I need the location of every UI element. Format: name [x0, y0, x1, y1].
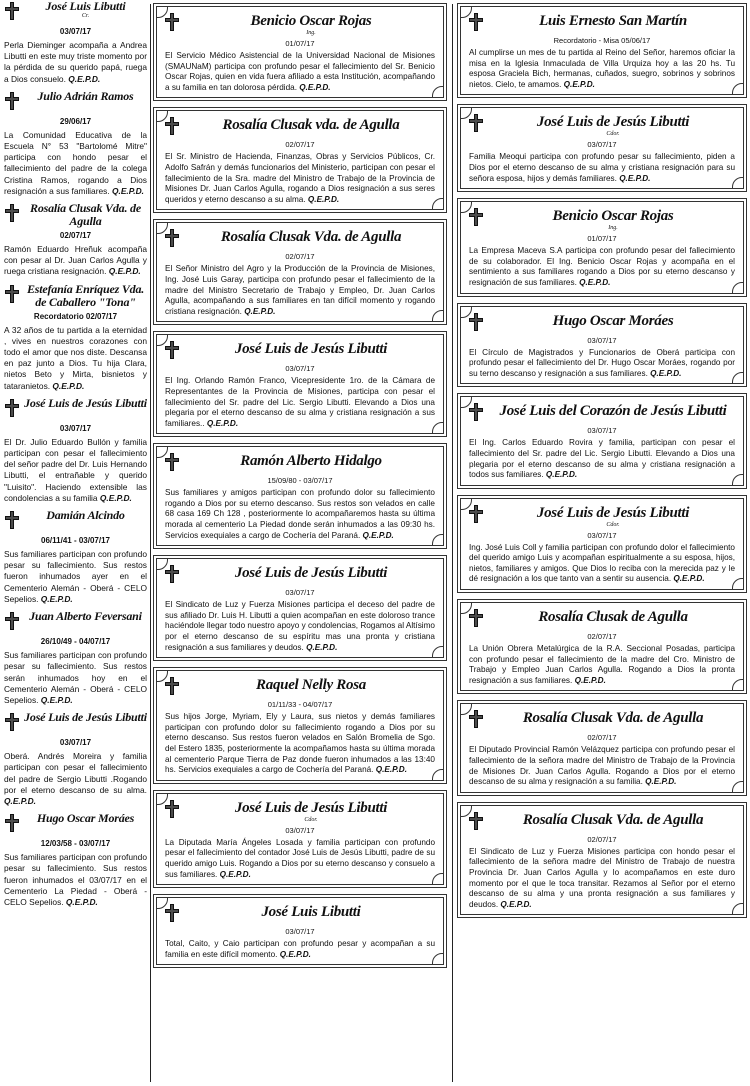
notice-date: 02/07/17 — [59, 231, 92, 241]
cross-icon — [5, 511, 19, 529]
obituary-card — [460, 6, 744, 95]
notice-text — [4, 130, 147, 197]
card-heading — [165, 116, 435, 138]
notice-text — [165, 376, 435, 429]
notice-text — [165, 712, 435, 776]
cross-icon — [165, 453, 179, 471]
notice-message: La Comunidad Educativa de la Escuela N° 53 "Bartolomé Mitre" participa con hondo pesar el fallecimiento del padre de la colega Cristina Ramos, rogando a Dios resignación a sus familiares. — [4, 129, 147, 196]
obituary-notice — [4, 812, 147, 908]
middle-column — [153, 0, 447, 1086]
qepd-label: Q.E.P.D. — [545, 470, 578, 480]
notice-text — [165, 838, 435, 880]
deceased-title: Ing. — [306, 30, 316, 36]
notice-date: 03/07/17 — [285, 364, 315, 374]
notice-date: 26/10/49 - 04/07/17 — [40, 637, 111, 647]
notice-date: 03/07/17 — [59, 27, 92, 36]
qepd-label: Q.E.P.D. — [375, 765, 407, 775]
notice-text — [4, 325, 147, 392]
deceased-title: Cr. — [81, 13, 90, 19]
cross-icon — [469, 609, 483, 627]
notice-message: Ing. José Luis Coll y familia participan con profundo dolor el fallecimiento del querido amigo Luis y acompañan espiritualmente a su esposa, hijos, nietos, familiares y amigos. Que Dios lo reciba con la merecida paz y le dé resignación a los que tanto van a sentir su ausencia. — [469, 542, 735, 584]
deceased-name: Benicio Oscar Rojas — [250, 13, 372, 29]
notice-message: El Servicio Médico Asistencial de la Universidad Nacional de Misiones (SMAUNaM) participa con profundo pesar el fallecimiento del Sr. Benicio Oscar Rojas, quien en vida fuera afiliado a esta Institución, acompañando a su familia en tan dolorosa pérdida. — [165, 51, 435, 92]
card-heading — [165, 676, 435, 698]
deceased-name: Hugo Oscar Moráes — [36, 811, 135, 826]
obituary-notice — [4, 0, 147, 85]
card-heading — [469, 608, 735, 630]
card-heading — [469, 207, 735, 232]
deceased-name: José Luis de Jesús Libutti — [24, 395, 147, 410]
qepd-label: Q.E.P.D. — [65, 896, 98, 907]
deceased-name: José Luis de Jesús Libutti — [234, 565, 388, 582]
notice-text — [4, 549, 147, 605]
qepd-label: Q.E.P.D. — [4, 795, 36, 806]
notice-text — [469, 847, 735, 911]
obituary-card — [156, 793, 444, 885]
notice-heading — [4, 202, 147, 228]
notice-date: 02/07/17 — [587, 632, 617, 642]
qepd-label: Q.E.P.D. — [40, 694, 73, 705]
deceased-name: Luis Ernesto San Martín — [539, 13, 687, 29]
notice-message: El Sr. Ministro de Hacienda, Finanzas, Obras y Servicios Públicos, Cr. Adolfo Safrán y demás funcionarios del Ministerio, participan con pesar el fallecimiento de la Sra. madre del Ministro de Trabajo de la Provincia de Misiones Dr. Juan Carlos Agulla, rogando a Dios resignación a sus seres queridos y eterno descanso a su alma. — [165, 152, 435, 204]
deceased-name: José Luis de Jesús Libutti — [536, 114, 690, 131]
qepd-label: Q.E.P.D. — [206, 418, 239, 428]
obituary-card — [156, 446, 444, 546]
notice-text — [469, 644, 735, 686]
deceased-name: José Luis de Jesús Libutti — [234, 341, 388, 358]
notice-message: Sus familiares participan con profundo pesar su fallecimiento. Sus restos fueron inhumados el 03/07/17 en el Cementerio La Piedad - Oberá - CELO Sepelios. — [4, 852, 147, 907]
deceased-name: José Luis de Jesús Libutti — [234, 799, 388, 816]
obituary-card — [460, 703, 744, 792]
deceased-name: José Luis Libutti — [45, 0, 126, 13]
cross-icon — [165, 341, 179, 359]
notice-date: 03/07/17 — [59, 423, 92, 433]
notice-heading — [4, 509, 147, 533]
notice-message: Al cumplirse un mes de tu partida al Reino del Señor, haremos oficiar la misa en la Iglesia Inmaculada de Villa Urquiza hoy a las 20 hs. Tu esposa Graciela Bich, hermanas, cuñados, suegro, sobrinos y sobrinos nietos. Cielo, te amamos. — [469, 48, 735, 89]
qepd-label: Q.E.P.D. — [299, 82, 331, 92]
obituary-card — [460, 498, 744, 590]
cross-icon — [165, 117, 179, 135]
obituary-notice — [4, 202, 147, 278]
deceased-name: Julio Adrián Ramos — [37, 88, 134, 103]
qepd-label: Q.E.P.D. — [650, 368, 682, 378]
deceased-name: Damián Alcindo — [46, 508, 125, 523]
card-heading — [165, 452, 435, 474]
notice-text — [4, 751, 147, 807]
notice-date: 02/07/17 — [285, 140, 315, 150]
deceased-name: Hugo Oscar Moráes — [552, 312, 674, 329]
notice-heading — [4, 0, 147, 24]
notice-date: 02/07/17 — [587, 733, 617, 743]
obituary-card — [460, 805, 744, 916]
qepd-label: Q.E.P.D. — [673, 574, 705, 584]
notice-text — [469, 246, 735, 288]
notice-date: 03/07/17 — [285, 825, 315, 835]
notice-date: 01/07/17 — [587, 234, 617, 244]
right-column — [457, 0, 747, 1086]
deceased-name: José Luis de Jesús Libutti — [24, 710, 147, 725]
deceased-title: Cdor. — [304, 816, 318, 823]
notice-date: 01/07/17 — [285, 39, 315, 48]
deceased-name: José Luis de Jesús Libutti — [536, 504, 690, 521]
notice-message: Familia Meoqui participa con profundo pesar su fallecimiento, piden a Dios por el eterno descanso de su alma y cristiana resignación para su señora esposa, hijos y demás familiares. — [469, 152, 735, 183]
notice-text — [165, 600, 435, 653]
obituary-card — [460, 107, 744, 189]
cross-icon — [165, 904, 179, 922]
column-divider-right — [452, 4, 453, 1082]
notice-message: La Diputada María Ángeles Losada y familia participan con profundo pesar el fallecimiento del contador José Luis de Jesús Libutti, padre de su querido amigo Luis. Rogando a Dios por su eterno descanso y consuelo a sus familiares. — [165, 837, 435, 879]
cross-icon — [5, 92, 19, 110]
card-heading — [469, 402, 735, 424]
qepd-label: Q.E.P.D. — [645, 777, 677, 787]
deceased-name: Raquel Nelly Rosa — [256, 677, 366, 694]
cross-icon — [5, 814, 19, 832]
deceased-title: Cdor. — [606, 131, 620, 138]
obituary-card — [156, 6, 444, 98]
notice-message: Sus familiares participan con profundo pesar su fallecimiento. Sus restos serán inhumados hoy en el Cementerio Alemán - Oberá - CELO Sepelios. — [4, 650, 147, 705]
notice-heading — [4, 283, 147, 309]
qepd-label: Q.E.P.D. — [219, 869, 251, 879]
notice-text — [469, 438, 735, 480]
notice-date: 03/07/17 — [587, 426, 617, 436]
card-heading — [469, 504, 735, 529]
notice-heading — [4, 610, 147, 634]
deceased-name: Juan Alberto Feversani — [29, 609, 142, 624]
notice-message: La Empresa Maceva S.A participa con profundo pesar del fallecimiento de su colaborador. El Ing. Benicio Oscar Rojas y acompaña en el sentimiento a sus familiares rogando a Dios por su eterno descanso y resignación de sus familiares. — [469, 246, 735, 287]
notice-message: Perla Dieminger acompaña a Andrea Libutti en este muy triste momento por la pérdida de su querido papá, ruega a Dios consuelo. — [4, 40, 147, 84]
notice-message: A 32 años de tu partida a la eternidad , vives en nuestros corazones con todo el amor que nos diste. Descansa en paz junto a Dios. Tu hija Clara, nietos Beto y Mirta, bisnietos y tataranietos. — [4, 324, 147, 391]
deceased-name: Ramón Alberto Hidalgo — [240, 453, 382, 470]
left-column — [4, 0, 147, 1086]
card-heading — [165, 903, 435, 925]
notice-message: El Dr. Julio Eduardo Bullón y familia participan con pesar el fallecimiento del señor padre del Dr. Luis Hernando Libutti, el entrañable y querido "Luisito". Haciendo extensible las condolencias a su familia — [4, 436, 147, 503]
notice-text — [469, 348, 735, 380]
qepd-label: Q.E.P.D. — [362, 530, 394, 540]
deceased-name: Rosalía Clusak de Agulla — [538, 609, 688, 626]
notice-heading — [4, 711, 147, 735]
obituary-card — [460, 396, 744, 485]
cross-icon — [5, 612, 19, 630]
notice-text — [469, 543, 735, 585]
qepd-label: Q.E.P.D. — [40, 593, 73, 604]
qepd-label: Q.E.P.D. — [279, 949, 311, 959]
card-heading — [165, 228, 435, 250]
notice-date: 01/11/33 - 04/07/17 — [267, 700, 333, 710]
qepd-label: Q.E.P.D. — [112, 185, 144, 196]
notice-date: Recordatorio 02/07/17 — [33, 311, 118, 321]
notice-date: 03/07/17 — [285, 927, 315, 937]
obituary-card — [460, 306, 744, 385]
deceased-name: José Luis del Corazón de Jesús Libutti — [499, 403, 727, 420]
deceased-name: Rosalía Clusak Vda. de Agulla — [522, 710, 704, 727]
qepd-label: Q.E.P.D. — [99, 492, 132, 503]
deceased-title: Ing. — [608, 225, 618, 232]
qepd-label: Q.E.P.D. — [563, 79, 595, 89]
notice-heading — [4, 90, 147, 114]
cross-icon — [5, 399, 19, 417]
obituary-notice — [4, 711, 147, 807]
deceased-name: José Luis Libutti — [261, 904, 361, 921]
notice-message: Sus hijos Jorge, Myriam, Ely y Laura, sus nietos y demás familiares participan con profundo dolor su fallecimiento rogando a Dios por su eterno descanso. Sus restos fueron velados en Salón Bromelia de Sgo. del Estero 1835, posteriormente la acompañamos hasta su última morada al cementerio Parque Tierra de Paz donde fueron inhumados a las 13:40 hs. Servicios exequiales a cargo de Cochería del Paraná. — [165, 712, 435, 775]
qepd-label: Q.E.P.D. — [68, 73, 101, 84]
qepd-label: Q.E.P.D. — [579, 277, 611, 287]
deceased-name: Rosalía Clusak vda. de Agulla — [222, 117, 400, 134]
deceased-name: Rosalía Clusak Vda. de Agulla — [30, 201, 141, 229]
card-heading — [469, 113, 735, 138]
notice-date: 29/06/17 — [59, 116, 92, 126]
cross-icon — [165, 565, 179, 583]
obituary-notice — [4, 283, 147, 392]
card-heading — [165, 340, 435, 362]
notice-date: 03/07/17 — [587, 530, 617, 540]
notice-message: Ramón Eduardo Hreñuk acompaña con pesar al Dr. Juan Carlos Agulla y ruega cristiana resignación. — [4, 244, 147, 277]
deceased-name: Benicio Oscar Rojas — [552, 208, 674, 225]
obituary-notice — [4, 509, 147, 605]
cross-icon — [469, 114, 483, 132]
obituary-card — [156, 222, 444, 322]
obituary-card — [460, 602, 744, 691]
qepd-label: Q.E.P.D. — [244, 306, 276, 316]
qepd-label: Q.E.P.D. — [500, 899, 532, 909]
notice-text — [165, 152, 435, 205]
qepd-label: Q.E.P.D. — [574, 675, 606, 685]
qepd-label: Q.E.P.D. — [108, 266, 141, 277]
cross-icon — [469, 403, 483, 421]
notice-date: 02/07/17 — [587, 834, 617, 844]
card-heading — [469, 811, 735, 833]
obituary-card — [156, 110, 444, 210]
obituary-notice — [4, 610, 147, 706]
notice-message: Oberá. Andrés Moreira y familia participan con pesar el fallecimiento del padre de Sergio Libutti .Rogando por el eterno descanso de su alma. — [4, 751, 147, 795]
notice-message: Sus familiares y amigos participan con profundo dolor su fallecimiento rogando a Dios por su eterno descanso. Sus restos son velados en calle 68 casa 169 Ch 128 , posteriormente lo acompañaremos hasta su última morada al cementerio La Piedad donde serán inhumados a las 09:30 hs. Servicios exequiales a cargo de Cochería del Paraná. — [165, 488, 435, 540]
notice-date: 12/03/58 - 03/07/17 — [40, 839, 111, 849]
notice-message: El Diputado Provincial Ramón Velázquez participa con profundo pesar el fallecimiento de la señora madre del Ministro de Trabajo de la Provincia de Misiones Dr. Juan Carlos Agulla. Rogando a Dios por el eterno descanso de su alma y resignación a su familia. — [469, 745, 735, 787]
qepd-label: Q.E.P.D. — [52, 380, 85, 391]
card-heading — [469, 12, 735, 34]
cross-icon — [469, 208, 483, 226]
qepd-label: Q.E.P.D. — [619, 173, 651, 183]
cross-icon — [165, 229, 179, 247]
cross-icon — [5, 285, 19, 303]
notice-message: El Ing. Orlando Ramón Franco, Vicepresidente 1ro. de la Cámara de Representantes de la Provincia de Misiones, participa con pesar el fallecimiento del Sr. padre del Lic. Sergio Libutti. Elevando a Dios una plegaria por el eterno descanso de su alma y cristiana resignación a sus familiares.. — [165, 376, 435, 428]
cross-icon — [165, 800, 179, 818]
card-heading — [469, 709, 735, 731]
notice-text — [165, 939, 435, 960]
notice-message: Total, Caito, y Caio participan con profundo pesar y acompañan a su familia en este difícil momento. — [165, 939, 435, 959]
cross-icon — [469, 710, 483, 728]
notice-text — [4, 437, 147, 504]
obituary-card — [156, 897, 444, 965]
deceased-title: Cdor. — [606, 521, 620, 528]
notice-message: La Unión Obrera Metalúrgica de la R.A. Seccional Posadas, participa con profundo pesar el fallecimiento de la madre del Cro. Ministro de Trabajo y Empleo Juan Carlos Agulla. Rogando a Dios la pronta resignación a sus familiares. — [469, 644, 735, 685]
notice-text — [165, 51, 435, 93]
notice-text — [165, 488, 435, 541]
notice-message: Sus familiares participan con profundo pesar su fallecimiento. Sus restos fueron inhumados ayer en el Cementerio Alemán - Oberá - CELO Sepelios. — [4, 549, 147, 604]
obituary-notice — [4, 90, 147, 197]
cross-icon — [469, 313, 483, 331]
notice-message: El Círculo de Magistrados y Funcionarios de Oberá participa con profundo pesar el fallecimiento del Dr. Hugo Oscar Moráes, rogando por su terno descanso y resignación a sus familiares. — [469, 347, 735, 378]
deceased-name: Estefanía Enríquez Vda. de Caballero "Tona" — [26, 281, 145, 309]
cross-icon — [469, 13, 483, 31]
obituary-card — [156, 670, 444, 781]
obituary-notice — [4, 397, 147, 504]
notice-text — [4, 650, 147, 706]
notice-heading — [4, 397, 147, 421]
notice-text — [469, 48, 735, 90]
cross-icon — [469, 505, 483, 523]
card-heading — [165, 12, 435, 37]
notice-date: 03/07/17 — [285, 588, 315, 598]
notice-text — [165, 264, 435, 317]
deceased-name: Rosalía Clusak Vda. de Agulla — [522, 811, 704, 828]
cross-icon — [165, 677, 179, 695]
cross-icon — [469, 812, 483, 830]
notice-date: 03/07/17 — [587, 140, 617, 150]
notice-message: El Ing. Carlos Eduardo Rovira y familia, participan con pesar el fallecimiento del Sr. padre del Lic. Sergio Libutti. Elevando a Dios una plegaria por el eterno descanso de su alma y cristiana resignación a todos sus familiares. — [469, 438, 735, 480]
notice-message: El Sindicato de Luz y Fuerza Misiones participa el deceso del padre de sus afiliado Dr. Luis H. Libutti a quien acompañan en este doloroso trance haciéndole llegar todo nuestro apoyo y condolencias, Rogamos al Altísimo por el eterno descanso de su espíritu mas una pronta y cristiana resignación a sus familiares y deudos. — [165, 600, 435, 652]
obituary-card — [156, 558, 444, 658]
column-divider-left — [150, 4, 151, 1082]
qepd-label: Q.E.P.D. — [306, 642, 338, 652]
notice-text — [469, 745, 735, 787]
notice-date: 02/07/17 — [285, 252, 315, 262]
notice-date: 06/11/41 - 03/07/17 — [41, 536, 110, 546]
notice-date: 15/09/80 - 03/07/17 — [267, 476, 333, 486]
deceased-name: Rosalía Clusak Vda. de Agulla — [220, 229, 402, 246]
card-heading — [165, 799, 435, 824]
card-heading — [469, 312, 735, 334]
card-heading — [165, 564, 435, 586]
notice-date: 03/07/17 — [59, 738, 92, 748]
cross-icon — [5, 204, 19, 222]
notice-date: Recordatorio - Misa 05/06/17 — [553, 36, 651, 45]
obituary-card — [156, 334, 444, 434]
obituary-card — [460, 201, 744, 293]
notice-heading — [4, 812, 147, 836]
notice-text — [4, 244, 147, 278]
notice-text — [4, 852, 147, 908]
notice-text — [4, 40, 147, 85]
notice-text — [469, 152, 735, 184]
cross-icon — [5, 2, 19, 20]
cross-icon — [165, 13, 179, 31]
notice-message: El Señor Ministro del Agro y la Producción de la Provincia de Misiones, Ing. José Luis Garay, participa con profundo pesar el fallecimiento de la madre del Ministro Secretario de Trabajo y Empleo, Dr. Juan Carlos Agulla, acompañando a sus familiares en tan difícil momento y rogando cristiana resignación. — [165, 264, 435, 316]
cross-icon — [5, 713, 19, 731]
notice-message: El Sindicato de Luz y Fuerza Misiones participa con hondo pesar el fallecimiento de la señora madre del Ministro de Trabajo de nuestra Provincia Dr. Juan Carlos Agulla y lo acompañamos en este duro momento por el que le toca transitar. Rezamos al Señor por el eterno descanso de su alma y una pronta resignación a sus familiares y deudos. — [469, 846, 735, 909]
notice-date: 03/07/17 — [587, 335, 617, 345]
qepd-label: Q.E.P.D. — [307, 194, 340, 204]
